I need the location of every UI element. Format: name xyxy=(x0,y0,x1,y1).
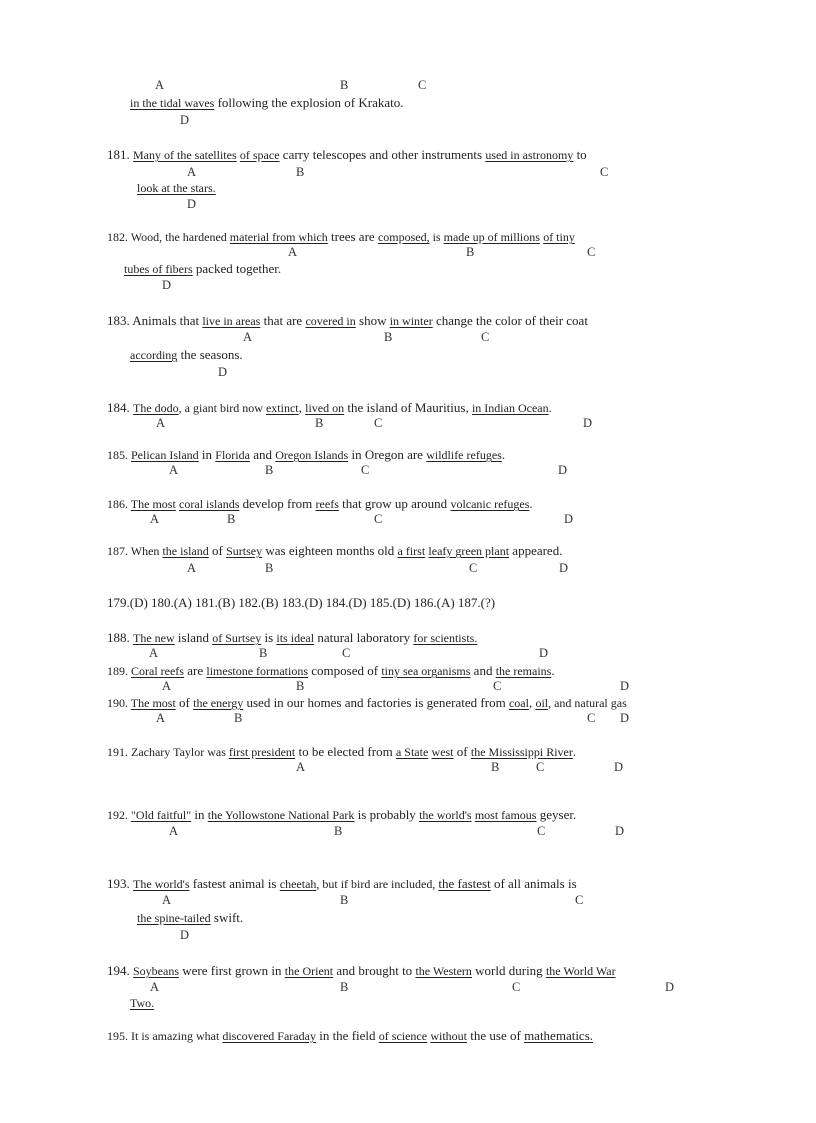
option-label-d: D xyxy=(558,463,568,477)
option-label-a: A xyxy=(156,416,166,430)
question-193-line-2: the spine-tailed swift. xyxy=(137,910,244,925)
option-label-a: A xyxy=(155,78,165,92)
option-label-d: D xyxy=(539,646,549,660)
option-label-c: C xyxy=(537,824,546,838)
question-194-line-1: 194. Soybeans were first grown in the Orient and brought to the Western world during the World War xyxy=(107,963,616,978)
question-187-line-1: 187. When the island of Surtsey was eighteen months old a first leafy green plant appeared. xyxy=(107,543,563,558)
option-label-a: A xyxy=(288,245,298,259)
option-label-a: A xyxy=(150,512,160,526)
option-label-b: B xyxy=(265,463,274,477)
question-181-line-2: look at the stars. xyxy=(137,181,216,195)
option-label-d: D xyxy=(665,980,675,994)
option-label-c: C xyxy=(600,165,609,179)
option-label-c: C xyxy=(575,893,584,907)
option-label-a: A xyxy=(169,824,179,838)
option-label-d: D xyxy=(615,824,625,838)
option-label-d: D xyxy=(218,365,228,379)
option-label-c: C xyxy=(512,980,521,994)
question-191-line-1: 191. Zachary Taylor was first president to be elected from a State west of the Mississippi River. xyxy=(107,744,577,759)
question-186-line-1: 186. The most coral islands develop from reefs that grow up around volcanic refuges. xyxy=(107,496,533,511)
option-label-d: D xyxy=(162,278,172,292)
option-label-a: A xyxy=(156,711,166,725)
option-label-c: C xyxy=(587,245,596,259)
option-label-b: B xyxy=(265,561,274,575)
option-label-a: A xyxy=(162,893,172,907)
option-label-d: D xyxy=(559,561,569,575)
option-label-a: A xyxy=(169,463,179,477)
option-label-d: D xyxy=(180,928,190,942)
option-label-c: C xyxy=(587,711,596,725)
option-label-c: C xyxy=(418,78,427,92)
option-label-d: D xyxy=(187,197,197,211)
option-label-b: B xyxy=(296,165,305,179)
option-label-b: B xyxy=(340,78,349,92)
question-194-line-2: Two. xyxy=(130,996,155,1010)
question-185-line-1: 185. Pelican Island in Florida and Oregon Islands in Oregon are wildlife refuges. xyxy=(107,447,506,462)
option-label-b: B xyxy=(334,824,343,838)
question-180-line: in the tidal waves following the explosion of Krakato. xyxy=(130,95,404,110)
option-label-b: B xyxy=(259,646,268,660)
option-label-b: B xyxy=(340,893,349,907)
option-label-a: A xyxy=(149,646,159,660)
option-label-a: A xyxy=(162,679,172,693)
option-label-b: B xyxy=(466,245,475,259)
option-label-c: C xyxy=(481,330,490,344)
option-label-b: B xyxy=(340,980,349,994)
question-195-line-1: 195. It is amazing what discovered Faraday in the field of science without the use of mathematics. xyxy=(107,1028,594,1043)
option-label-d: D xyxy=(180,113,190,127)
question-193-line-1: 193. The world's fastest animal is cheetah, but if bird are included, the fastest of all animals is xyxy=(107,876,577,891)
option-label-b: B xyxy=(227,512,236,526)
option-label-a: A xyxy=(150,980,160,994)
option-label-b: B xyxy=(296,679,305,693)
option-label-d: D xyxy=(583,416,593,430)
answer-key: 179.(D) 180.(A) 181.(B) 182.(B) 183.(D) 184.(D) 185.(D) 186.(A) 187.(?) xyxy=(107,595,496,610)
option-label-b: B xyxy=(315,416,324,430)
question-190-line-1: 190. The most of the energy used in our homes and factories is generated from coal, oil, and natural gas xyxy=(107,695,627,710)
option-label-a: A xyxy=(296,760,306,774)
option-label-a: A xyxy=(243,330,253,344)
option-label-b: B xyxy=(384,330,393,344)
option-label-a: A xyxy=(187,561,197,575)
question-181-line-1: 181. Many of the satellites of space carry telescopes and other instruments used in astronomy to xyxy=(107,147,587,162)
option-label-c: C xyxy=(493,679,502,693)
question-188-line-1: 188. The new island of Surtsey is its ideal natural laboratory for scientists. xyxy=(107,630,478,645)
option-label-c: C xyxy=(536,760,545,774)
option-label-d: D xyxy=(564,512,574,526)
question-182-line-1: 182. Wood, the hardened material from which trees are composed, is made up of millions of tiny xyxy=(107,229,575,244)
option-label-d: D xyxy=(620,679,630,693)
option-label-d: D xyxy=(614,760,624,774)
question-183-line-2: according the seasons. xyxy=(130,347,243,362)
option-label-c: C xyxy=(361,463,370,477)
question-189-line-1: 189. Coral reefs are limestone formations composed of tiny sea organisms and the remains. xyxy=(107,663,555,678)
question-192-line-1: 192. "Old faitful" in the Yollowstone National Park is probably the world's most famous geyser. xyxy=(107,807,577,822)
option-label-c: C xyxy=(469,561,478,575)
option-label-c: C xyxy=(374,416,383,430)
option-label-d: D xyxy=(620,711,630,725)
option-label-c: C xyxy=(374,512,383,526)
question-182-line-2: tubes of fibers packed together. xyxy=(124,261,282,276)
option-label-b: B xyxy=(491,760,500,774)
question-184-line-1: 184. The dodo, a giant bird now extinct, lived on the island of Mauritius, in Indian Ocean. xyxy=(107,400,552,415)
option-label-b: B xyxy=(234,711,243,725)
option-label-c: C xyxy=(342,646,351,660)
question-183-line-1: 183. Animals that live in areas that are covered in show in winter change the color of their coat xyxy=(107,313,588,328)
option-label-a: A xyxy=(187,165,197,179)
